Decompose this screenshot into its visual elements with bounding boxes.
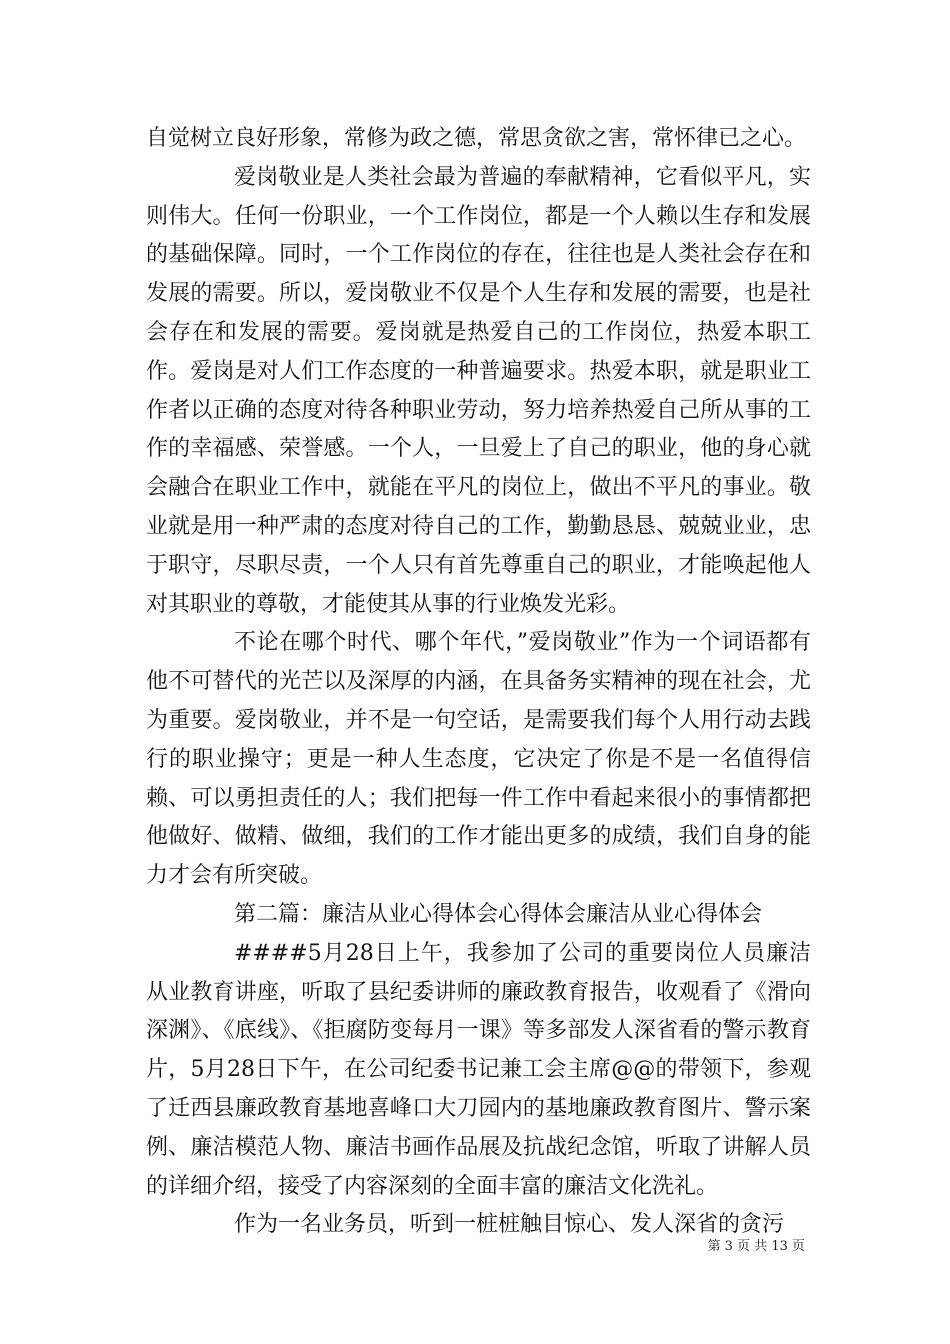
paragraph-continuation: 自觉树立良好形象，常修为政之德，常思贪欲之害，常怀律已之心。 (146, 126, 807, 151)
paragraph-era: 不论在哪个时代、哪个年代，”爱岗敬业”作为一个词语都有他不可替代的光芒以及深厚的内涵，在具备务实精神的现在社会，尤为重要。爱岗敬业，并不是一句空话，是需要我们每个人用行动去践行的职业操守；更是一种人生态度，它决定了你是不是一名值得信赖、可以勇担责任的人；我们把每一件工作中看起来很小的事情都把他做好、做精、做细，我们的工作才能出更多的成绩，我们自身的能力才会有所突破。 (146, 630, 811, 889)
paragraph-lecture: ####5月28日上午，我参加了公司的重要岗位人员廉洁从业教育讲座，听取了县纪委讲师的廉政教育报告，收观看了《滑向深渊》、《底线》、《拒腐防变每月一课》等多部发人深省看的警示教育片，5月28日下午，在公司纪委书记兼工会主席@@的带领下，参观了迁西县廉政教育基地喜峰口大刀园内的基地廉政教育图片、警示案例、廉洁模范人物、廉洁书画作品展及抗战纪念馆，听取了讲解人员的详细介绍，接受了内容深刻的全面丰富的廉洁文化洗礼。 (146, 940, 811, 1199)
document-body (146, 120, 811, 1245)
paragraph-salesperson: 作为一名业务员，听到一桩桩触目惊心、发人深省的贪污 (234, 1212, 785, 1238)
page-number-footer: 第 3 页 共 13 页 (707, 1239, 805, 1254)
section-heading: 第二篇：廉洁从业心得体会心得体会廉洁从业心得体会 (234, 901, 763, 927)
paragraph-dedication: 爱岗敬业是人类社会最为普遍的奉献精神，它看似平凡，实则伟大。任何一份职业，一个工作岗位，都是一个人赖以生存和发展的基础保障。同时，一个工作岗位的存在，往往也是人类社会存在和发展的需要。所以，爱岗敬业不仅是个人生存和发展的需要，也是社会存在和发展的需要。爱岗就是热爱自己的工作岗位，热爱本职工作。爱岗是对人们工作态度的一种普遍要求。热爱本职，就是职业工作者以正确的态度对待各种职业劳动，努力培养热爱自己所从事的工作的幸福感、荣誉感。一个人，一旦爱上了自己的职业，他的身心就会融合在职业工作中，就能在平凡的岗位上，做出不平凡的事业。敬业就是用一种严肃的态度对待自己的工作，勤勤恳恳、兢兢业业，忠于职守，尽职尽责，一个人只有首先尊重自己的职业，才能唤起他人对其职业的尊敬，才能使其从事的行业焕发光彩。 (146, 164, 811, 617)
